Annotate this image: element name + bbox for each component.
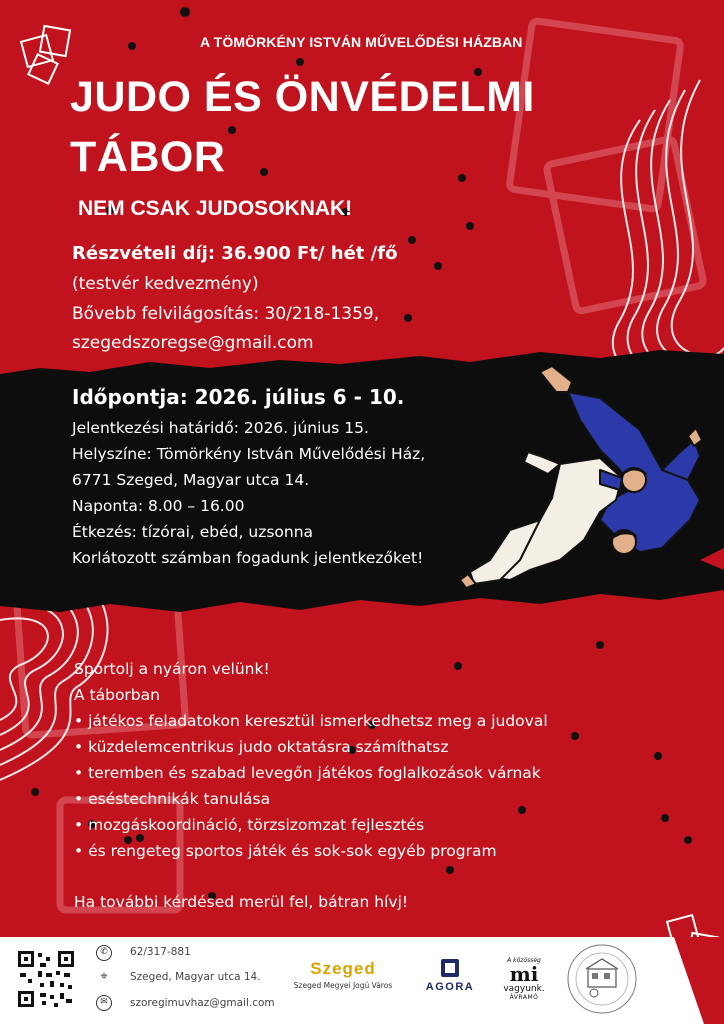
mi-word: vagyunk. [503,984,545,994]
program-bullet: • mozgáskoordináció, törzsizomzat fejlesztés [74,816,425,834]
agora-logo-mark [441,959,459,977]
hours-line: Naponta: 8.00 – 16.00 [72,497,245,515]
organizer-line: A TÖMÖRKÉNY ISTVÁN MŰVELŐDÉSI HÁZBAN [200,34,523,50]
venue-line-1: Helyszíne: Tömörkény István Művelődési Ház, [72,445,426,463]
footer-red-corner [644,937,724,1024]
szeged-logo-caption: Szeged Megyei Jogú Város [293,981,393,990]
subtitle: NEM CSAK JUDOSOKNAK! [78,197,353,220]
title-line-2: TÁBOR [70,133,226,181]
meals-line: Étkezés: tízórai, ebéd, uzsonna [72,523,314,541]
szeged-logo [284,959,402,990]
closing-line: Ha további kérdésed merül fel, bátran hívj! [74,893,409,911]
fee-line: Részvételi díj: 36.900 Ft/ hét /fő [72,243,398,264]
program-intro-2: A táborban [74,686,160,704]
mi-big: mi [509,962,539,986]
program-bullet: • teremben és szabad levegőn játékos foglalkozások várnak [74,764,541,782]
date-line: Időpontja: 2026. július 6 - 10. [72,385,405,409]
location-pin-icon: ⌖ [100,969,108,984]
limited-line: Korlátozott számban fogadunk jelentkezőket! [72,549,424,567]
phone-icon: ✆ [96,945,112,961]
qr-code-icon[interactable] [16,949,76,1009]
program-bullet: • küzdelemcentrikus judo oktatásra számíthatsz [74,738,449,756]
program-bullet: • játékos feladatokon keresztül ismerkedhetsz meg a judoval [74,712,548,730]
footer-phone: 62/317-881 [130,946,191,958]
more-info-line: Bővebb felvilágosítás: 30/218-1359, [72,304,380,324]
footer-address: Szeged, Magyar utca 14. [130,971,261,983]
szeged-logo-text: Szeged [310,959,376,978]
agora-logo-text: AGORA [425,981,475,993]
mi-small: A közösség [507,957,541,964]
program-bullet: • eséstechnikák tanulása [74,790,271,808]
title-line-1: JUDO ÉS ÖNVÉDELMI [70,73,535,121]
deadline-line: Jelentkezési határidő: 2026. június 15. [72,419,369,437]
discount-line: (testvér kedvezmény) [72,274,259,294]
agora-logo [420,959,480,993]
footer [0,937,724,1024]
program-bullet: • és rengeteg sportos játék és sok-sok egyéb program [74,842,497,860]
mi-sub: ÁVRAMÓ [509,994,539,1001]
cultural-house-seal-icon [566,943,638,1015]
venue-line-2: 6771 Szeged, Magyar utca 14. [72,471,310,489]
mail-icon: ✉ [96,995,112,1011]
program-intro-1: Sportolj a nyáron velünk! [74,660,270,678]
contact-email: szegedszoregse@gmail.com [72,333,314,353]
footer-email: szoregimuvhaz@gmail.com [130,997,275,1009]
mi-vagyunk-logo [498,957,550,1001]
